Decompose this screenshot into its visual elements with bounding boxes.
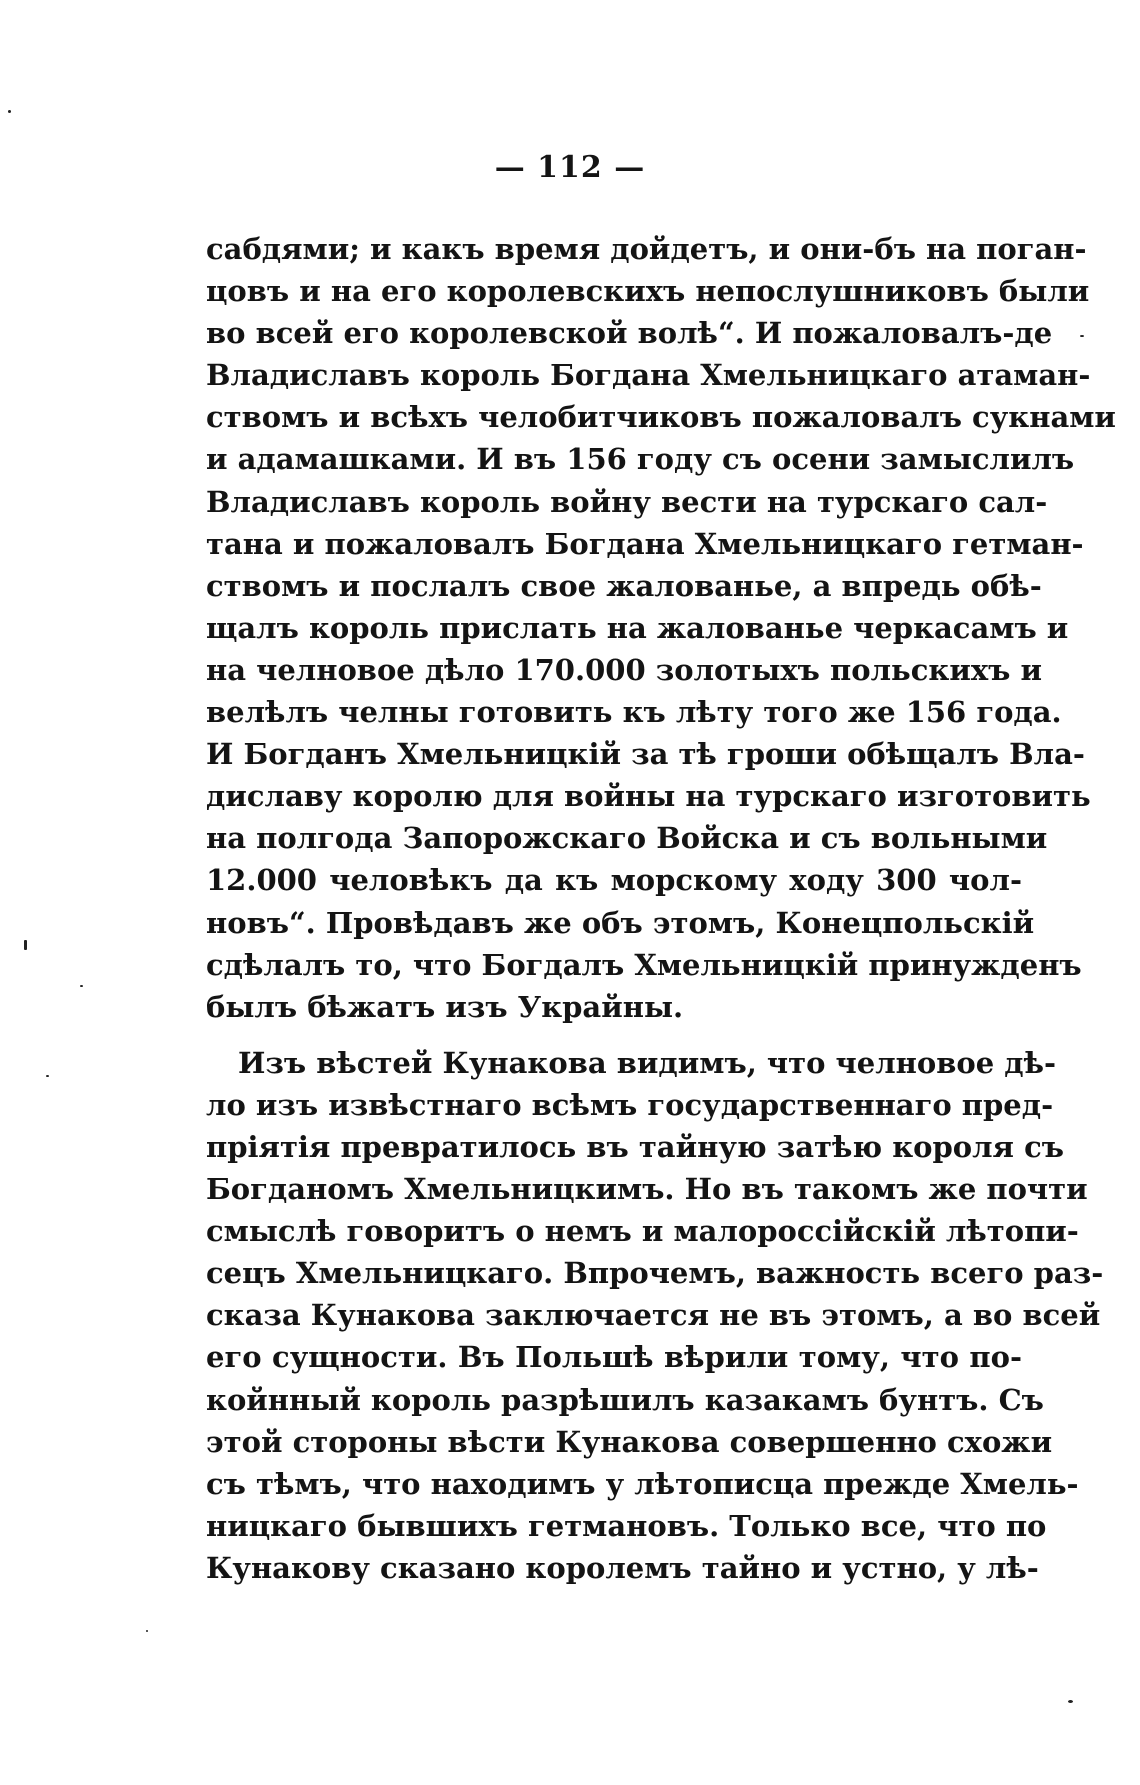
text-line: сецъ Хмельницкаго. Впрочемъ, важность всего раз- [206,1256,1104,1291]
text-line: Владиславъ король войну вести на турскаго сал- [206,484,1048,519]
text-line: диславу королю для войны на турскаго изготовить [206,779,1091,814]
text-line: тана и пожаловалъ Богдана Хмельницкаго гетман- [206,526,1084,561]
text-line: Богданомъ Хмельницкимъ. Но въ такомъ же почти [206,1172,1088,1207]
text-line: сабдями; и какъ время дойдетъ, и они-бъ на поган- [206,232,1087,266]
body-text [206,228,1116,1589]
text-line: этой стороны вѣсти Кунакова совершенно схожи [206,1424,1053,1459]
text-line: ло изъ извѣстнаго всѣмъ государственнаго пред- [206,1087,1054,1122]
text-line: цовъ и на его королевскихъ непослушниковъ были [206,274,1090,309]
page-number: — 112 — [494,150,646,185]
text-line: 12.000 человѣкъ да къ морскому ходу 300 чол- [206,863,1022,898]
text-line: на полгода Запорожскаго Войска и съ вольными [206,821,1048,856]
text-line: смыслѣ говоритъ о немъ и малороссійскій лѣтопи- [206,1214,1079,1249]
text-line: и адамашками. И въ 156 году съ осени замыслилъ [206,442,1075,477]
text-line: новъ“. Провѣдавъ же объ этомъ, Конецпольскій [206,905,1035,940]
text-line: сдѣлалъ то, что Богдалъ Хмельницкій принужденъ [206,947,1082,982]
paragraph-1 [206,228,1116,1028]
scan-speck [1068,1700,1073,1703]
scan-speck [24,940,27,950]
text-line: койнный король разрѣшилъ казакамъ бунтъ. Съ [206,1382,1044,1417]
text-line: ствомъ и всѣхъ челобитчиковъ пожаловалъ сукнами [206,400,1116,435]
text-line: съ тѣмъ, что находимъ у лѣтописца прежде Хмель- [206,1466,1079,1501]
paragraph-2 [206,1042,1104,1589]
text-line: ницкаго бывшихъ гетмановъ. Только все, что по [206,1508,1047,1543]
scan-speck [8,110,11,113]
scan-speck [46,1075,49,1077]
scan-speck [146,1630,148,1632]
text-line: Кунакову сказано королемъ тайно и устно, у лѣ- [206,1550,1039,1585]
scan-speck [1080,335,1084,337]
text-line: щалъ король прислать на жалованье черкасамъ и [206,610,1069,645]
text-line: Владиславъ король Богдана Хмельницкаго атаман- [206,358,1091,393]
text-line: на челновое дѣло 170.000 золотыхъ польскихъ и [206,652,1042,687]
text-line: во всей его королевской волѣ“. И пожаловалъ-де [206,316,1053,351]
paragraph-gap [206,1028,1022,1042]
text-line: былъ бѣжатъ изъ Украйны. [206,989,684,1024]
text-line: ствомъ и послалъ свое жалованье, а впредь обѣ- [206,568,1042,603]
text-line: Изъ вѣстей Кунакова видимъ, что челновое дѣ- [238,1045,1057,1080]
text-line: его сущности. Въ Польшѣ вѣрили тому, что по- [206,1340,1022,1375]
text-line: пріятія превратилось въ тайную затѣю короля съ [206,1129,1064,1164]
text-line: сказа Кунакова заключается не въ этомъ, а во всей [206,1298,1101,1333]
scan-speck [80,985,83,987]
text-line: велѣлъ челны готовить къ лѣту того же 156 года. [206,695,1062,730]
text-line: И Богданъ Хмельницкій за тѣ гроши обѣщалъ Вла- [206,737,1085,772]
